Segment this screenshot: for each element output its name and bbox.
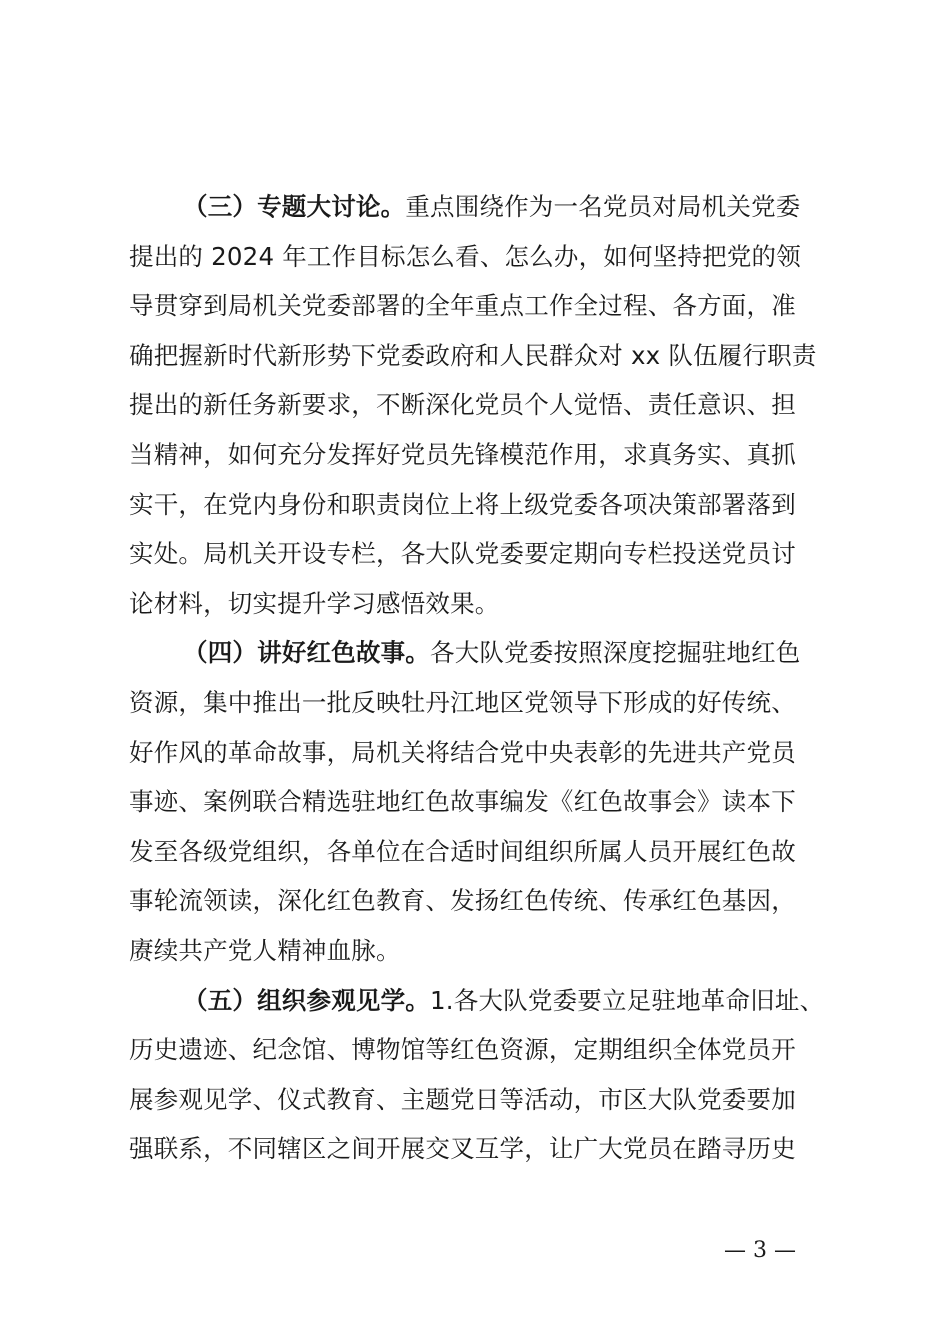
paragraph-first-line — [129, 628, 841, 678]
paragraph-red-stories — [129, 628, 841, 975]
paragraph-line: 好作风的革命故事，局机关将结合党中央表彰的先进共产党员 — [129, 737, 796, 767]
paragraph-visit-learning — [129, 976, 841, 1174]
paragraph-text: 重点围绕作为一名党员对局机关党委 — [405, 192, 801, 221]
paragraph-line: 展参观见学、仪式教育、主题党日等活动，市区大队党委要加 — [129, 1084, 796, 1114]
paragraph-heading: （四）讲好红色故事。 — [183, 638, 430, 668]
paragraph-line: 事轮流领读，深化红色教育、发扬红色传统、传承红色基因， — [129, 886, 796, 916]
paragraph-heading: （五）组织参观见学。 — [183, 985, 430, 1015]
paragraph-line: 强联系，不同辖区之间开展交叉互学，让广大党员在踏寻历史 — [129, 1134, 796, 1164]
paragraph-text: 各大队党委按照深度挖掘驻地红色 — [430, 638, 801, 668]
paragraph-line: 导贯穿到局机关党委部署的全年重点工作全过程、各方面，准 — [129, 291, 796, 321]
page-number: — 3 — — [724, 1238, 796, 1263]
paragraph-line: 发至各级党组织，各单位在合适时间组织所属人员开展红色故 — [129, 836, 796, 866]
paragraph-line: 实干，在党内身份和职责岗位上将上级党委各项决策部署落到 — [129, 489, 796, 519]
paragraph-special-discussion — [129, 182, 841, 628]
paragraph-heading: （三）专题大讨论。 — [183, 192, 406, 221]
paragraph-line: 资源，集中推出一批反映牡丹江地区党领导下形成的好传统、 — [129, 687, 796, 717]
paragraph-line: 赓续共产党人精神血脉。 — [129, 935, 401, 965]
document-body — [129, 182, 841, 1174]
paragraph-line: 提出的 2024 年工作目标怎么看、怎么办，如何坚持把党的领 — [129, 241, 801, 271]
paragraph-line: 提出的新任务新要求，不断深化党员个人觉悟、责任意识、担 — [129, 390, 796, 420]
paragraph-line: 实处。局机关开设专栏，各大队党委要定期向专栏投送党员讨 — [129, 539, 796, 569]
paragraph-line: 历史遗迹、纪念馆、博物馆等红色资源，定期组织全体党员开 — [129, 1035, 796, 1065]
paragraph-first-line — [129, 182, 841, 232]
paragraph-line: 事迹、案例联合精选驻地红色故事编发《红色故事会》读本下 — [129, 787, 796, 817]
paragraph-line: 当精神，如何充分发挥好党员先锋模范作用，求真务实、真抓 — [129, 439, 796, 469]
paragraph-first-line — [129, 976, 841, 1026]
paragraph-text: 1.各大队党委要立足驻地革命旧址、 — [430, 985, 825, 1015]
paragraph-line: 论材料，切实提升学习感悟效果。 — [129, 588, 500, 618]
paragraph-line: 确把握新时代新形势下党委政府和人民群众对 xx 队伍履行职责 — [129, 340, 817, 370]
